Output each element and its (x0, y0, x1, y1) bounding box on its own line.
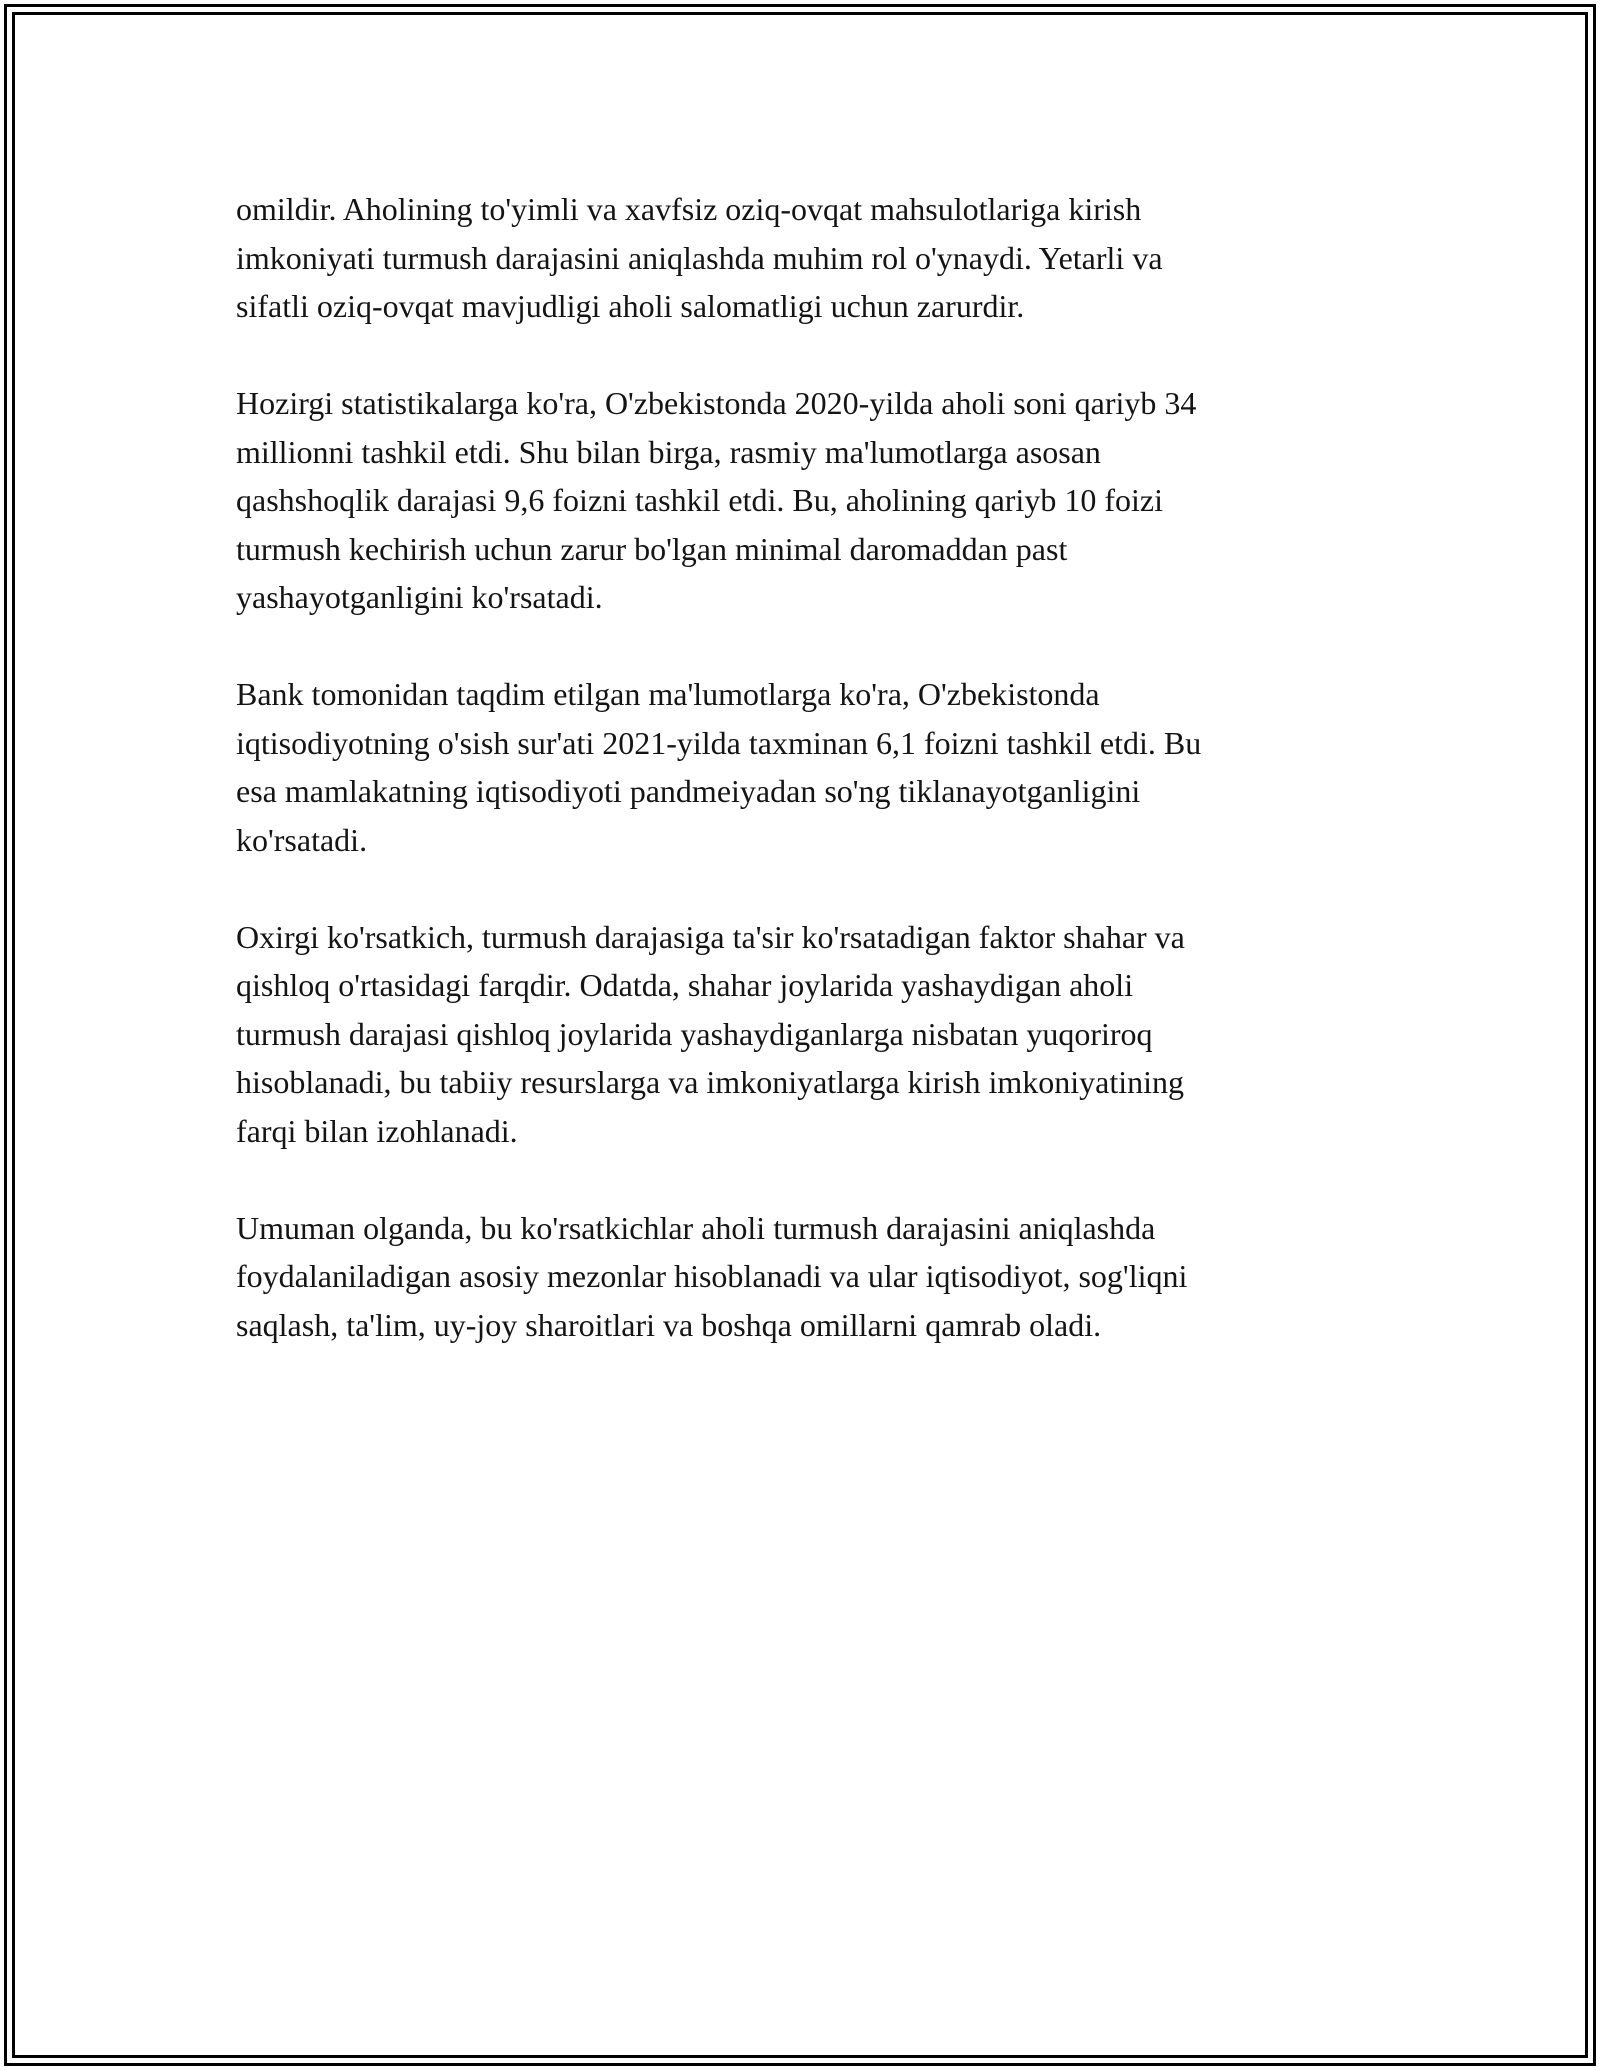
text-line: Umuman olganda, bu ko'rsatkichlar aholi turmush darajasini aniqlashda (236, 1209, 1156, 1246)
paragraph-4 (236, 913, 1386, 1156)
text-line: millionni tashkil etdi. Shu bilan birga, rasmiy ma'lumotlarga asosan (236, 433, 1101, 470)
text-line: iqtisodiyotning o'sish sur'ati 2021-yilda taxminan 6,1 foizni tashkil etdi. Bu (236, 724, 1202, 761)
text-line: Oxirgi ko'rsatkich, turmush darajasiga ta'sir ko'rsatadigan faktor shahar va (236, 918, 1185, 955)
text-line: turmush darajasi qishloq joylarida yashaydiganlarga nisbatan yuqoriroq (236, 1015, 1153, 1052)
text-line: ko'rsatadi. (236, 821, 368, 858)
text-line: farqi bilan izohlanadi. (236, 1112, 518, 1149)
text-line: turmush kechirish uchun zarur bo'lgan minimal daromaddan past (236, 530, 1068, 567)
text-line: Bank tomonidan taqdim etilgan ma'lumotlarga ko'ra, O'zbekistonda (236, 676, 1100, 712)
text-line: yashayotganligini ko'rsatadi. (236, 579, 603, 615)
paragraph-5 (236, 1204, 1386, 1350)
text-line: foydalaniladigan asosiy mezonlar hisoblanadi va ular iqtisodiyot, sog'liqni (236, 1258, 1188, 1294)
document-body (236, 185, 1386, 1398)
text-line: sifatli oziq-ovqat mavjudligi aholi salomatligi uchun zarurdir. (236, 288, 1025, 324)
text-line: esa mamlakatning iqtisodiyoti pandmeiyadan so'ng tiklanayotganligini (236, 773, 1141, 809)
paragraph-2 (236, 379, 1386, 622)
text-line: omildir. Aholining to'yimli va xavfsiz oziq-ovqat mahsulotlariga kirish (236, 191, 1142, 227)
text-line: imkoniyati turmush darajasini aniqlashda muhim rol o'ynaydi. Yetarli va (236, 239, 1163, 276)
text-line: hisoblanadi, bu tabiiy resurslarga va imkoniyatlarga kirish imkoniyatining (236, 1064, 1184, 1100)
paragraph-1 (236, 185, 1386, 331)
text-line: saqlash, ta'lim, uy-joy sharoitlari va boshqa omillarni qamrab oladi. (236, 1306, 1102, 1343)
text-line: qishloq o'rtasidagi farqdir. Odatda, shahar joylarida yashaydigan aholi (236, 967, 1134, 1003)
text-line: Hozirgi statistikalarga ko'ra, O'zbekistonda 2020-yilda aholi soni qariyb 34 (236, 385, 1197, 421)
text-line: qashshoqlik darajasi 9,6 foizni tashkil etdi. Bu, aholining qariyb 10 foizi (236, 482, 1163, 518)
paragraph-3 (236, 670, 1386, 864)
